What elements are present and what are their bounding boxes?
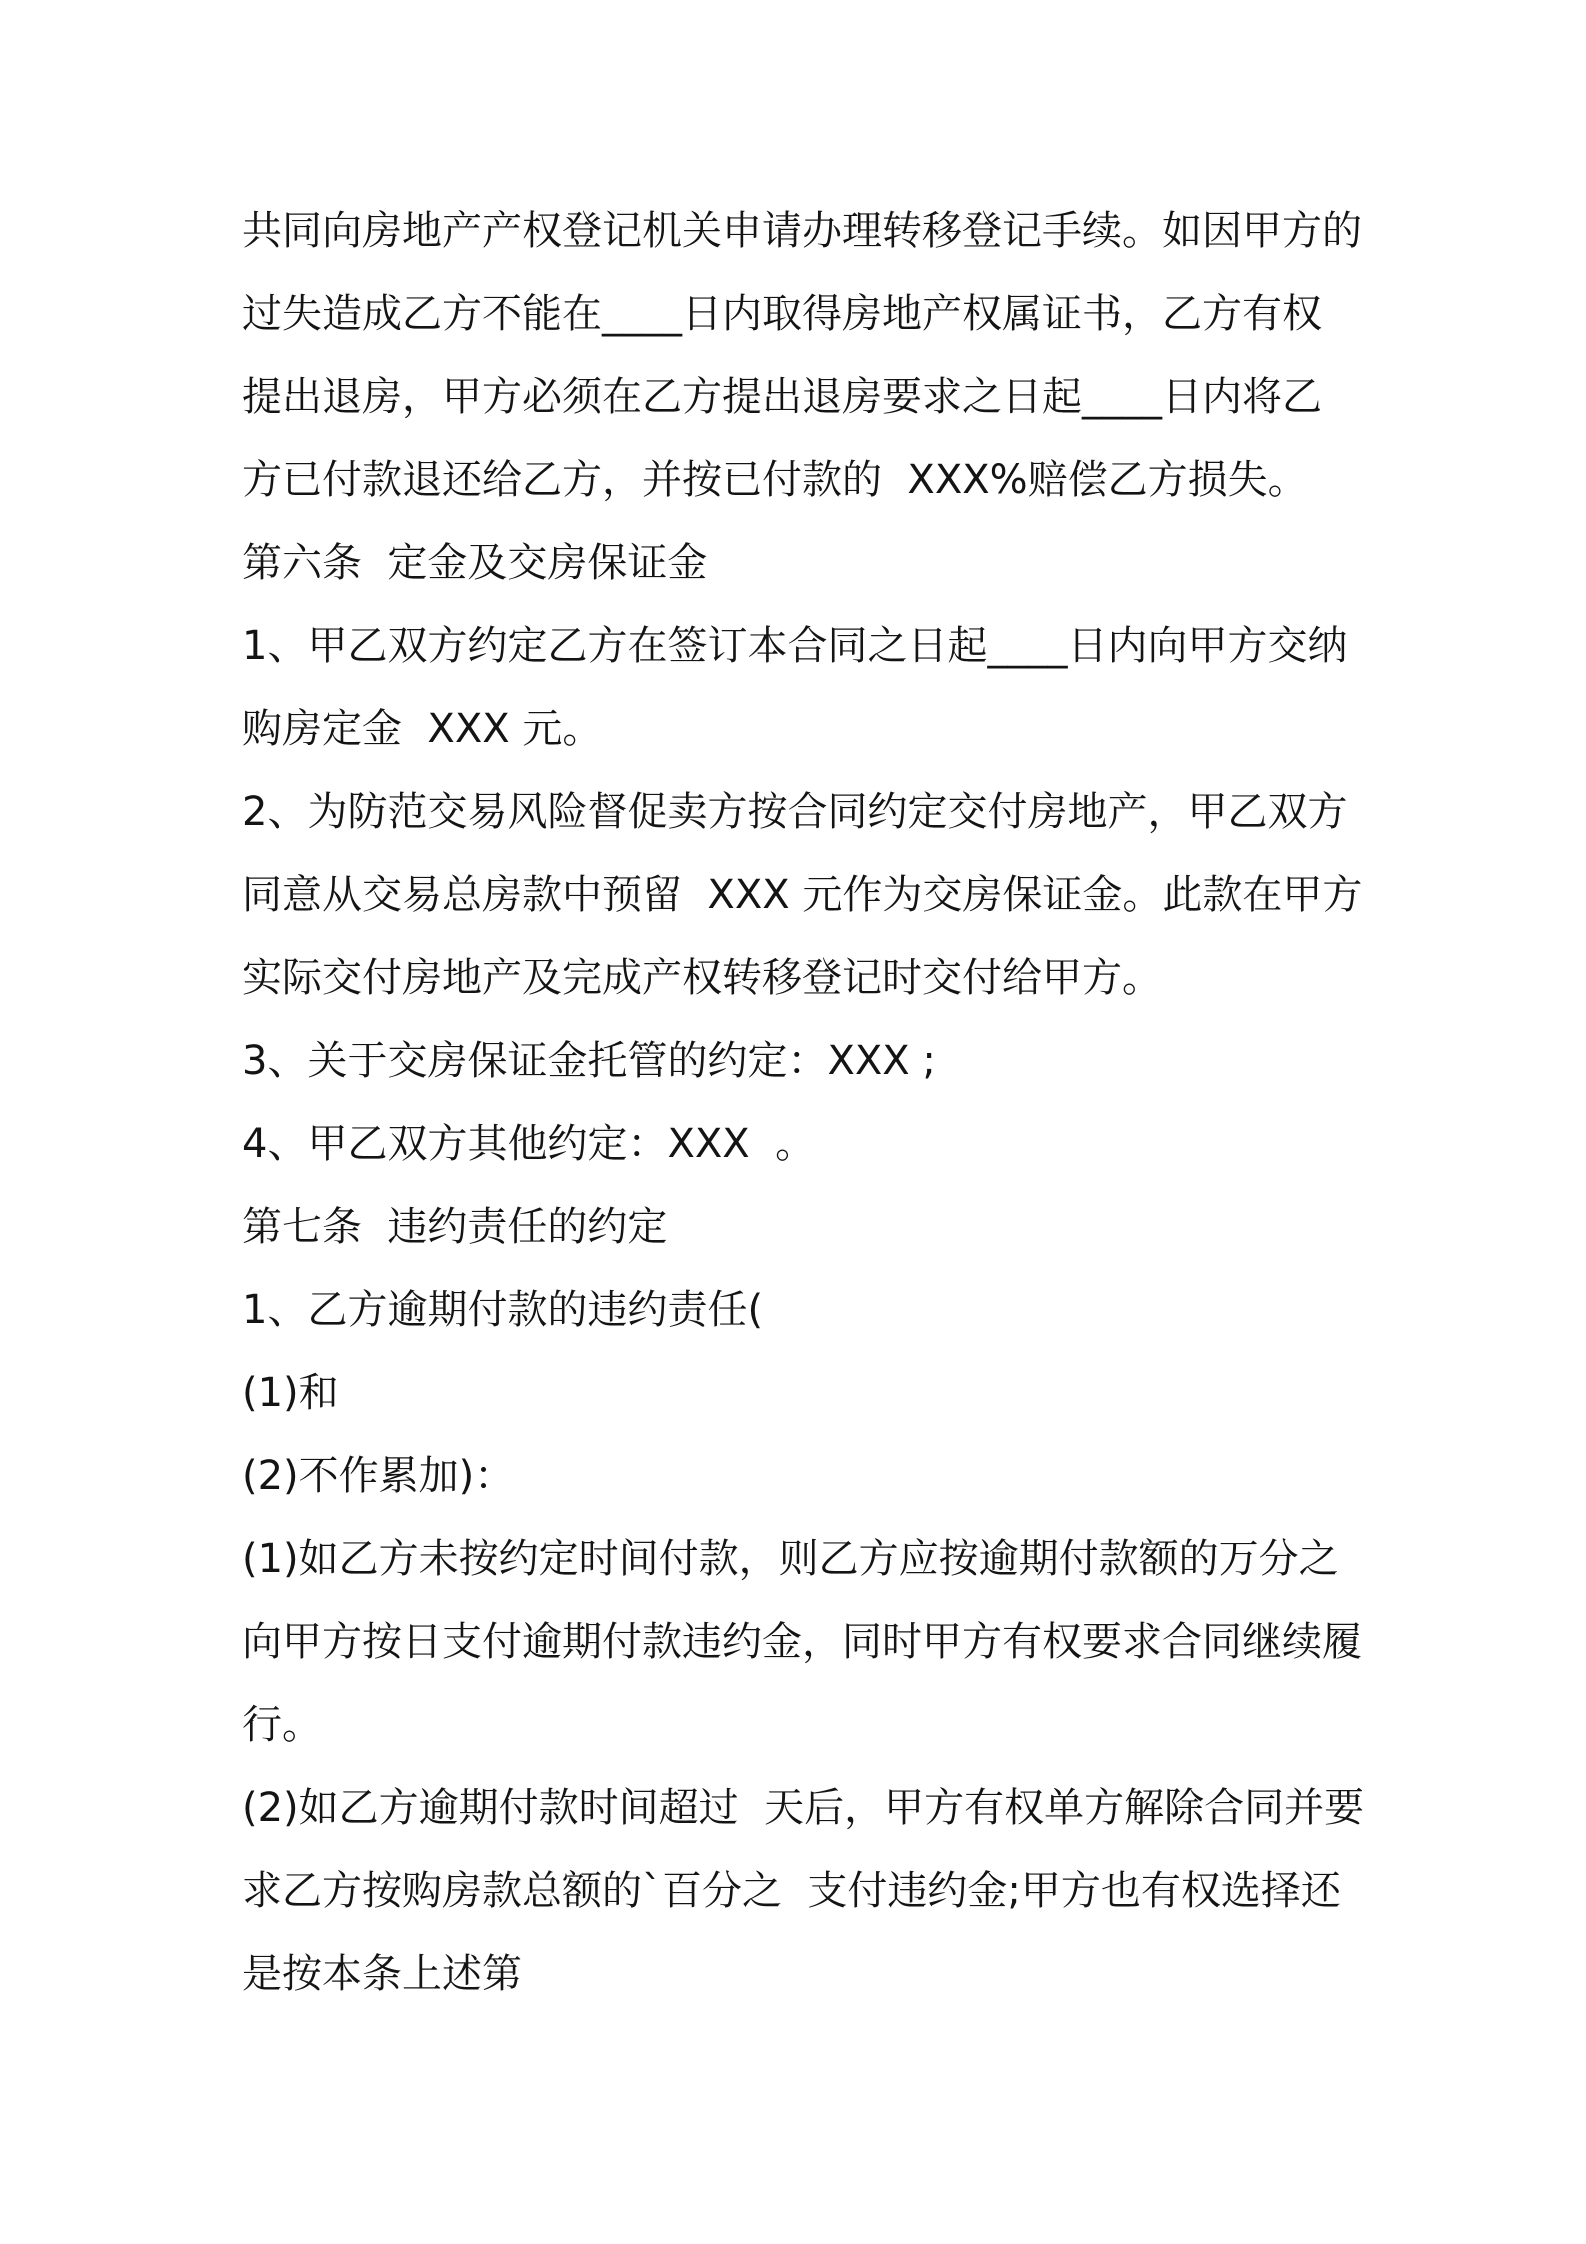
text-line: (1)如乙方未按约定时间付款，则乙方应按逾期付款额的万分之 — [242, 1536, 1339, 1582]
section-heading: 第七条 违约责任的约定 — [242, 1204, 668, 1250]
text-line: 同意从交易总房款中预留 XXX 元作为交房保证金。此款在甲方 — [242, 872, 1363, 918]
text-line: 提出退房，甲方必须在乙方提出退房要求之日起____日内将乙 — [242, 374, 1322, 420]
text-line: 1、甲乙双方约定乙方在签订本合同之日起____日内向甲方交纳 — [242, 623, 1348, 669]
text-line: 向甲方按日支付逾期付款违约金，同时甲方有权要求合同继续履 — [242, 1619, 1362, 1665]
text-line: 购房定金 XXX 元。 — [242, 706, 603, 752]
text-line: 实际交付房地产及完成产权转移登记时交付给甲方。 — [242, 955, 1162, 1001]
text-line: 方已付款退还给乙方，并按已付款的 XXX%赔偿乙方损失。 — [242, 457, 1308, 503]
text-line: 行。 — [242, 1702, 322, 1748]
text-line: (1)和 — [242, 1370, 339, 1416]
text-line: (2)不作累加)： — [242, 1453, 515, 1499]
text-line: 共同向房地产产权登记机关申请办理转移登记手续。如因甲方的 — [242, 208, 1362, 254]
text-line: 求乙方按购房款总额的`百分之 支付违约金;甲方也有权选择还 — [242, 1868, 1341, 1914]
text-line: (2)如乙方逾期付款时间超过 天后，甲方有权单方解除合同并要 — [242, 1785, 1365, 1831]
text-line: 2、为防范交易风险督促卖方按合同约定交付房地产，甲乙双方 — [242, 789, 1348, 835]
text-line: 过失造成乙方不能在____日内取得房地产权属证书，乙方有权 — [242, 291, 1322, 337]
section-heading: 第六条 定金及交房保证金 — [242, 540, 708, 586]
text-line: 是按本条上述第 — [242, 1951, 522, 1997]
document-body — [242, 190, 1365, 2016]
text-line: 1、乙方逾期付款的违约责任( — [242, 1287, 764, 1333]
text-line: 3、关于交房保证金托管的约定：XXX ; — [242, 1038, 936, 1084]
text-line: 4、甲乙双方其他约定：XXX 。 — [242, 1121, 816, 1167]
